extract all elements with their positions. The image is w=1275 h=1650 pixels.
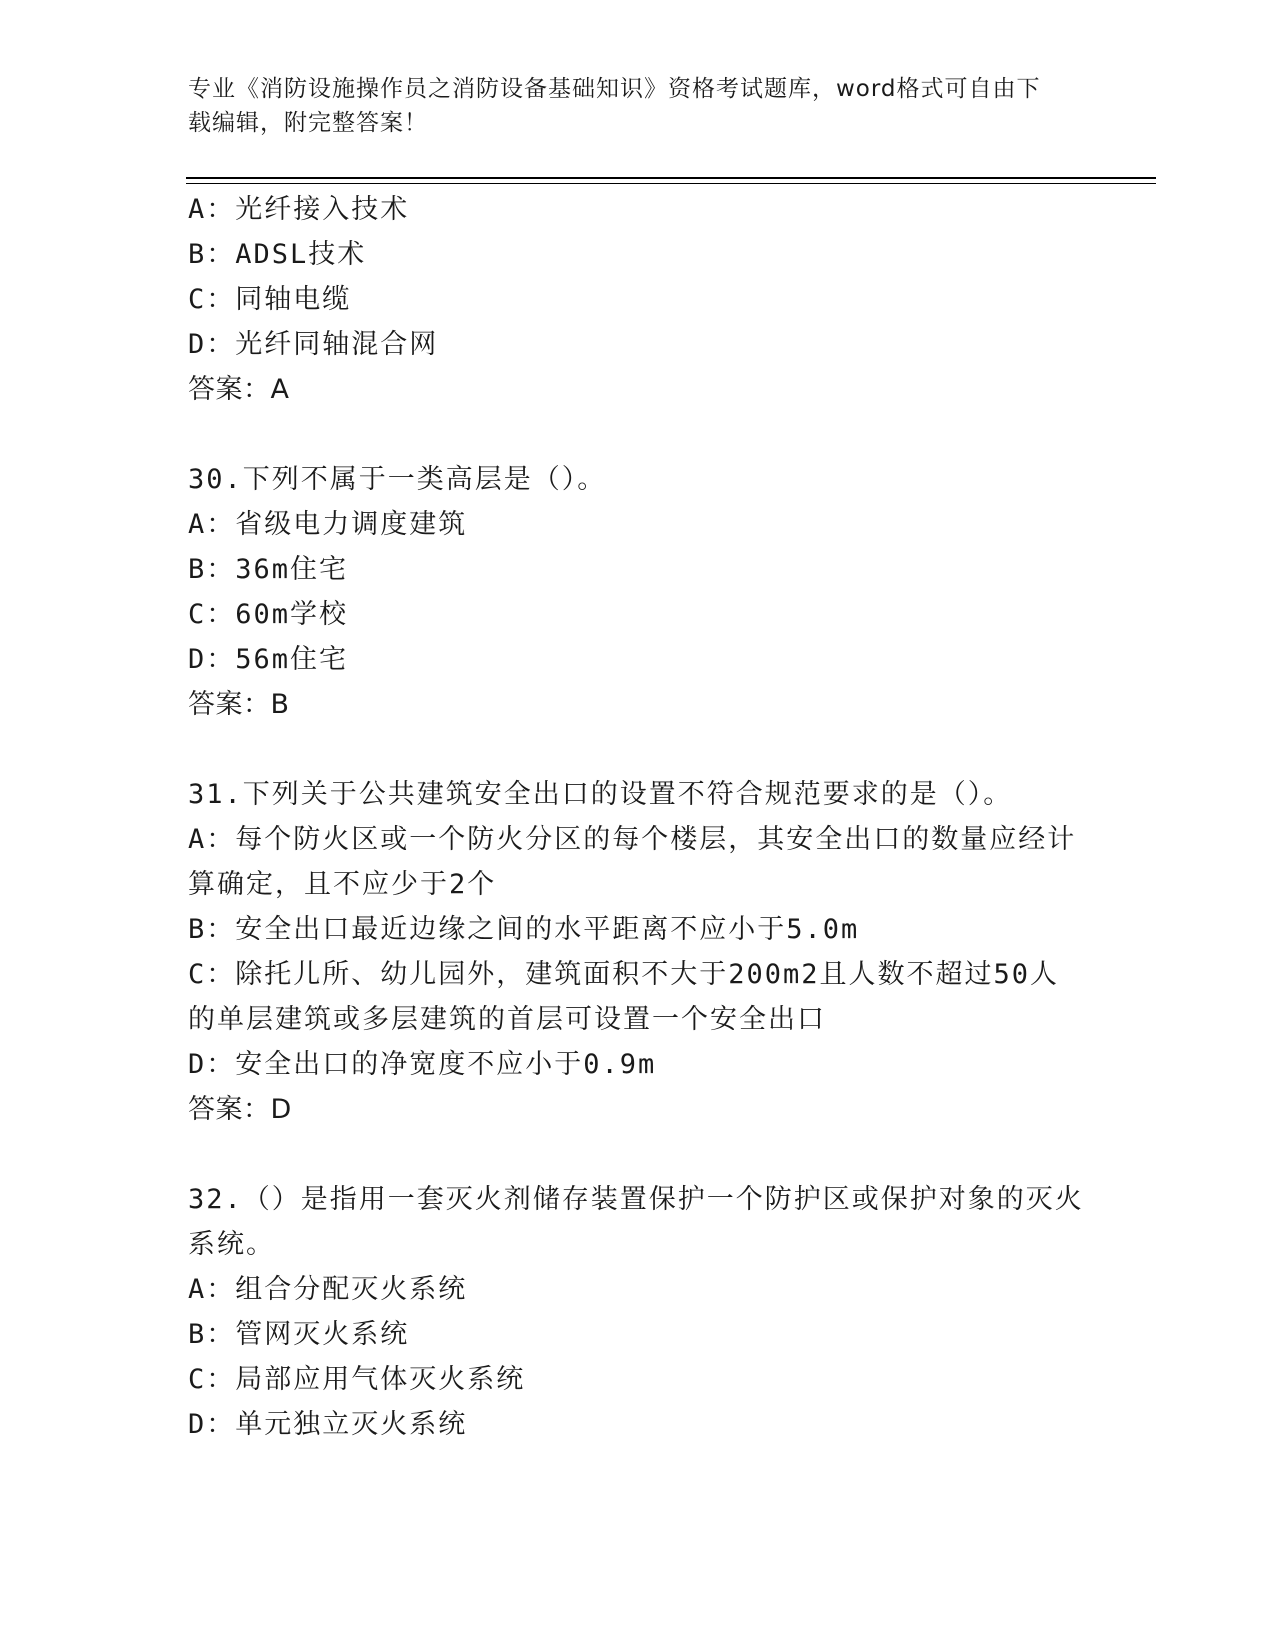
- q30-option-a: A：省级电力调度建筑: [188, 509, 468, 540]
- q30-answer: 答案：B: [188, 689, 290, 720]
- q31-option-a-line2: 算确定，且不应少于2个: [188, 869, 497, 900]
- header-divider-top: [186, 177, 1156, 179]
- q32-option-c: C：局部应用气体灭火系统: [188, 1364, 526, 1395]
- q31-option-a-line1: A：每个防火区或一个防火分区的每个楼层，其安全出口的数量应经计: [188, 824, 1077, 855]
- q31-option-c-line1: C：除托儿所、幼儿园外，建筑面积不大于200m2且人数不超过50人: [188, 959, 1060, 990]
- q31-option-d: D：安全出口的净宽度不应小于0.9m: [188, 1049, 657, 1080]
- q32-option-b: B：管网灭火系统: [188, 1319, 410, 1350]
- q29-option-c: C：同轴电缆: [188, 284, 352, 315]
- q29-answer: 答案：A: [188, 374, 290, 405]
- q29-option-a: A：光纤接入技术: [188, 194, 410, 225]
- q30-option-b: B：36m住宅: [188, 554, 349, 585]
- q30-option-c: C：60m学校: [188, 599, 349, 630]
- q32-question-line2: 系统。: [188, 1229, 275, 1260]
- q32-option-a: A：组合分配灭火系统: [188, 1274, 468, 1305]
- q29-option-b: B：ADSL技术: [188, 239, 367, 270]
- q31-option-c-line2: 的单层建筑或多层建筑的首层可设置一个安全出口: [188, 1004, 826, 1035]
- q31-option-b: B：安全出口最近边缘之间的水平距离不应小于5.0m: [188, 914, 860, 945]
- q29-option-d: D：光纤同轴混合网: [188, 329, 439, 360]
- header-line-2: 载编辑，附完整答案！: [188, 110, 428, 136]
- q30-question: 30.下列不属于一类高层是（）。: [188, 464, 607, 495]
- q32-option-d: D：单元独立灭火系统: [188, 1409, 468, 1440]
- q30-option-d: D：56m住宅: [188, 644, 349, 675]
- q31-answer: 答案：D: [188, 1094, 292, 1125]
- q32-question-line1: 32.（）是指用一套灭火剂储存装置保护一个防护区或保护对象的灭火: [188, 1184, 1084, 1215]
- q31-question: 31.下列关于公共建筑安全出口的设置不符合规范要求的是（）。: [188, 779, 1013, 810]
- document-header: [188, 72, 1068, 140]
- header-line-1: 专业《消防设施操作员之消防设备基础知识》资格考试题库，word格式可自由下: [188, 76, 1041, 102]
- header-divider-bottom: [186, 183, 1156, 184]
